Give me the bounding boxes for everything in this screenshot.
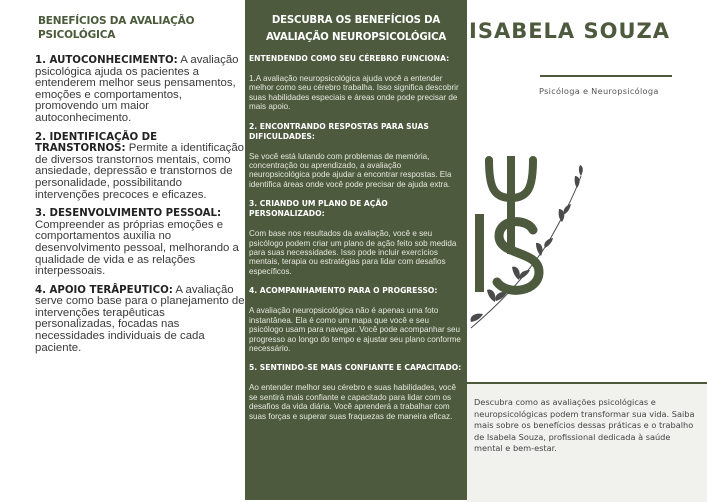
benefit-heading: 4. APOIO TERÂPEUTICO: (35, 284, 173, 296)
section-block (249, 54, 463, 112)
middle-panel (245, 0, 467, 500)
benefit-heading: 1. AUTOCONHECIMENTO: (35, 55, 178, 66)
neuro-sections (249, 54, 463, 431)
benefit-item (35, 55, 245, 125)
benefit-item (35, 132, 245, 202)
section-block (249, 122, 463, 190)
section-heading: 3. CRIANDO UM PLANO DE AÇÃO PERSONALIZADO: (249, 199, 388, 219)
section-block (249, 286, 463, 353)
psi-monogram-icon (467, 146, 592, 336)
section-text: Se você está lutando com problemas de memória, concentração ou aprendizado, a avaliação neuropsicológica pode ajudar a encontrar respostas. Ela identifica áreas onde você pode precisar de ajuda extra. (249, 151, 452, 189)
divider (540, 75, 672, 77)
section-text: Com base nos resultados da avaliação, você e seu psicólogo podem criar um plano de ação feito sob medida para suas necessidades. Isso pode incluir exercícios mentais, terapia ou estratégias para lidar com desafios específicos. (249, 229, 457, 276)
description-text: Descubra como as avaliações psicológicas e neuropsicológicas podem transformar sua vida. Saiba mais sobre os benefícios dessas práticas e o trabalho de Isabela Souza, profissional dedicada à saúde mental e bem-estar. (474, 397, 695, 453)
section-heading: ENTENDENDO COMO SEU CÉREBRO FUNCIONA: (249, 54, 450, 63)
left-panel (0, 0, 245, 500)
left-panel-title: BENEFÍCIOS DA AVALIAÇÃO PSICOLÓGICA (38, 15, 195, 41)
section-text: 1.A avaliação neuropsicológica ajuda você a entender melhor como seu cérebro trabalha. Isso significa descobrir suas habilidades especiais e áreas onde pode precisar de mais apoio. (249, 74, 459, 112)
section-heading: 2. ENCONTRANDO RESPOSTAS PARA SUAS DIFICULDADES: (249, 121, 429, 141)
section-text: A avaliação neuropsicológica não é apenas uma foto instantânea. Ela é como um mapa que você e seu psicólogo usam para navegar. Você pode acompanhar seu progresso ao longo do tempo e ajustar seu plano conforme necessário. (249, 306, 461, 353)
benefits-list (35, 55, 245, 361)
benefit-text: A avaliação serve como base para o planejamento de intervenções terapêuticas personalizadas, focadas nas necessidades individuais de cada paciente. (35, 283, 245, 354)
benefit-text: Compreender as próprias emoções e comportamentos auxilia no desenvolvimento pessoal, melhorando a qualidade de vida e as relações interpessoais. (35, 218, 239, 278)
section-heading: 5. SENTINDO-SE MAIS CONFIANTE E CAPACITADO: (249, 363, 462, 373)
brand-name: ISABELA SOUZA (469, 19, 670, 43)
benefit-heading: 2. IDENTIFICAÇÃO DE TRANSTORNOS: (35, 131, 158, 155)
section-heading: 4. ACOMPANHAMENTO PARA O PROGRESSO: (249, 286, 438, 296)
section-text: Ao entender melhor seu cérebro e suas habilidades, você se sentirá mais confiante e capacitado para lidar com os desafios da vida diária. Você aprenderá a trabalhar com suas forças e superar suas fraquezas de maneira eficaz. (249, 383, 456, 421)
benefit-text: Permite a identificação de diversos transtornos mentais, como ansiedade, depressão e transtornos de personalidade, possibilitando intervenções precoces e eficazes. (35, 142, 244, 201)
description-box (467, 382, 707, 502)
section-block (249, 199, 463, 276)
profession-subtitle: Psicóloga e Neuropsicóloga (539, 86, 659, 96)
benefit-text: A avaliação psicológica ajuda os pacientes a entenderem melhor seus pensamentos, emoções e comportamentos, promovendo um maior autoconhecimento. (35, 54, 239, 124)
right-panel (467, 0, 707, 500)
section-block (249, 363, 463, 421)
benefit-item (35, 208, 245, 278)
benefit-heading: 3. DESENVOLVIMENTO PESSOAL: (35, 208, 222, 220)
benefit-item (35, 285, 245, 355)
middle-panel-title: DESCUBRA OS BENEFÍCIOS DA AVALIAÇÃO NEUROPSICOLÓGICA (265, 15, 447, 43)
